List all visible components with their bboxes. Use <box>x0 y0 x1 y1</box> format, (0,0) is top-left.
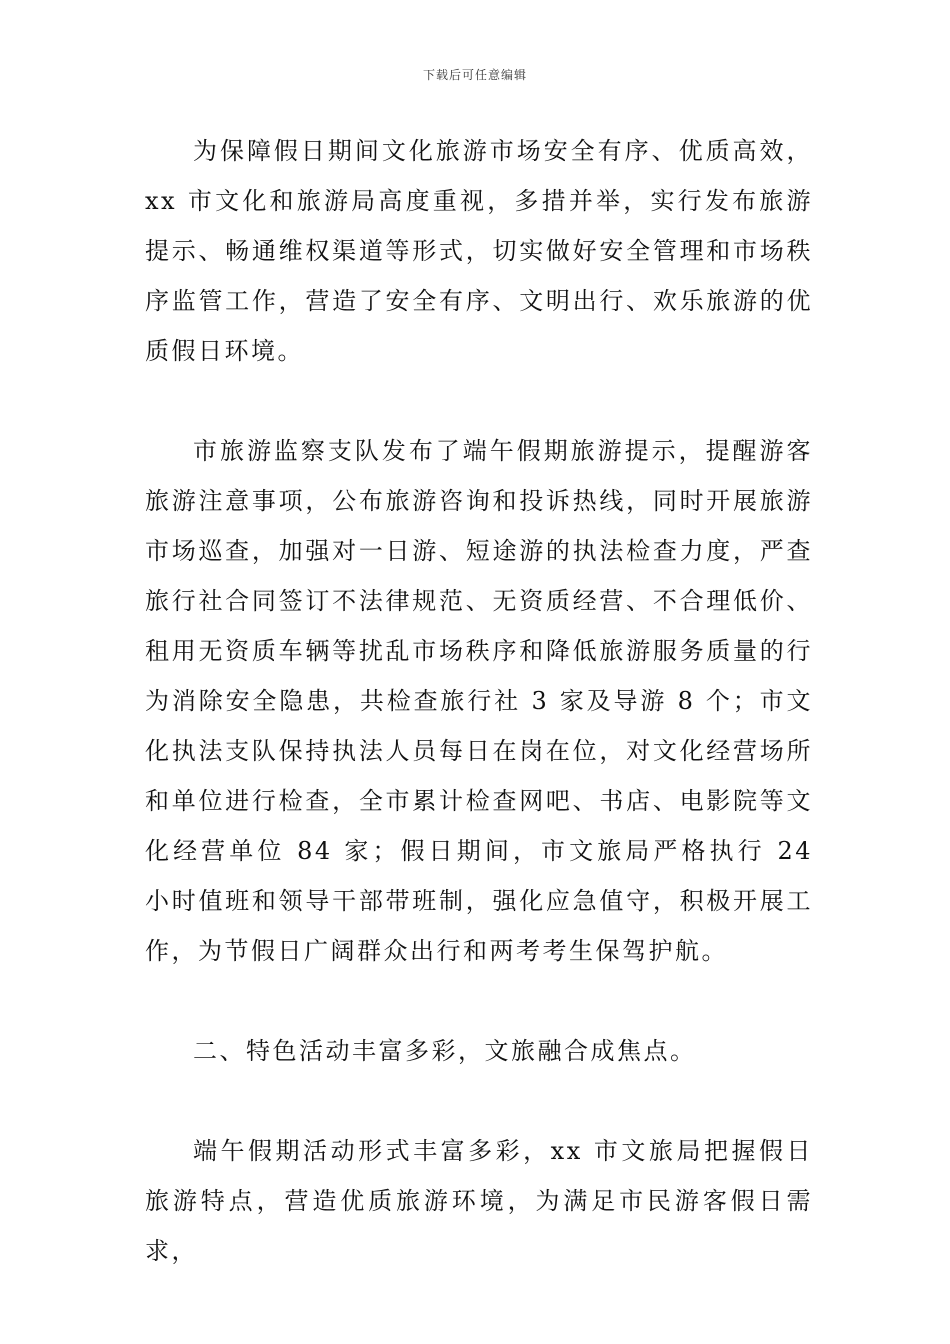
paragraph-safety-overview <box>145 126 813 376</box>
paragraph-text: 市旅游监察支队发布了端午假期旅游提示，提醒游客旅游注意事项，公布旅游咨询和投诉热线，同时开展旅游市场巡查，加强对一日游、短途游的执法检查力度，严查旅行社合同签订不法律规范、无资质经营、不合理低价、租用无资质车辆等扰乱市场秩序和降低旅游服务质量的行为消除安全隐患，共检查旅行社 3 家及导游 8 个；市文化执法支队保持执法人员每日在岗在位，对文化经营场所和单位进行检查，全市累计检查网吧、书店、电影院等文化经营单位 84 家；假日期间，市文旅局严格执行 24 小时值班和领导干部带班制，强化应急值守，积极开展工作，为节假日广阔群众出行和两考考生保驾护航。 <box>145 437 813 965</box>
header-note: 下载后可任意编辑 <box>422 68 527 82</box>
paragraph-text: 端午假期活动形式丰富多彩，xx 市文旅局把握假日旅游特点，营造优质旅游环境，为满足市民游客假日需求， <box>145 1137 813 1265</box>
paragraph-activities <box>145 1126 813 1276</box>
paragraph-text: 为保障假日期间文化旅游市场安全有序、优质高效，xx 市文化和旅游局高度重视，多措并举，实行发布旅游提示、畅通维权渠道等形式，切实做好安全管理和市场秩序监管工作，营造了安全有序、文明出行、欢乐旅游的优质假日环境。 <box>145 137 813 365</box>
section-heading <box>145 1026 813 1076</box>
paragraph-inspection-details <box>145 426 813 976</box>
heading-text: 二、特色活动丰富多彩，文旅融合成焦点。 <box>193 1037 697 1065</box>
